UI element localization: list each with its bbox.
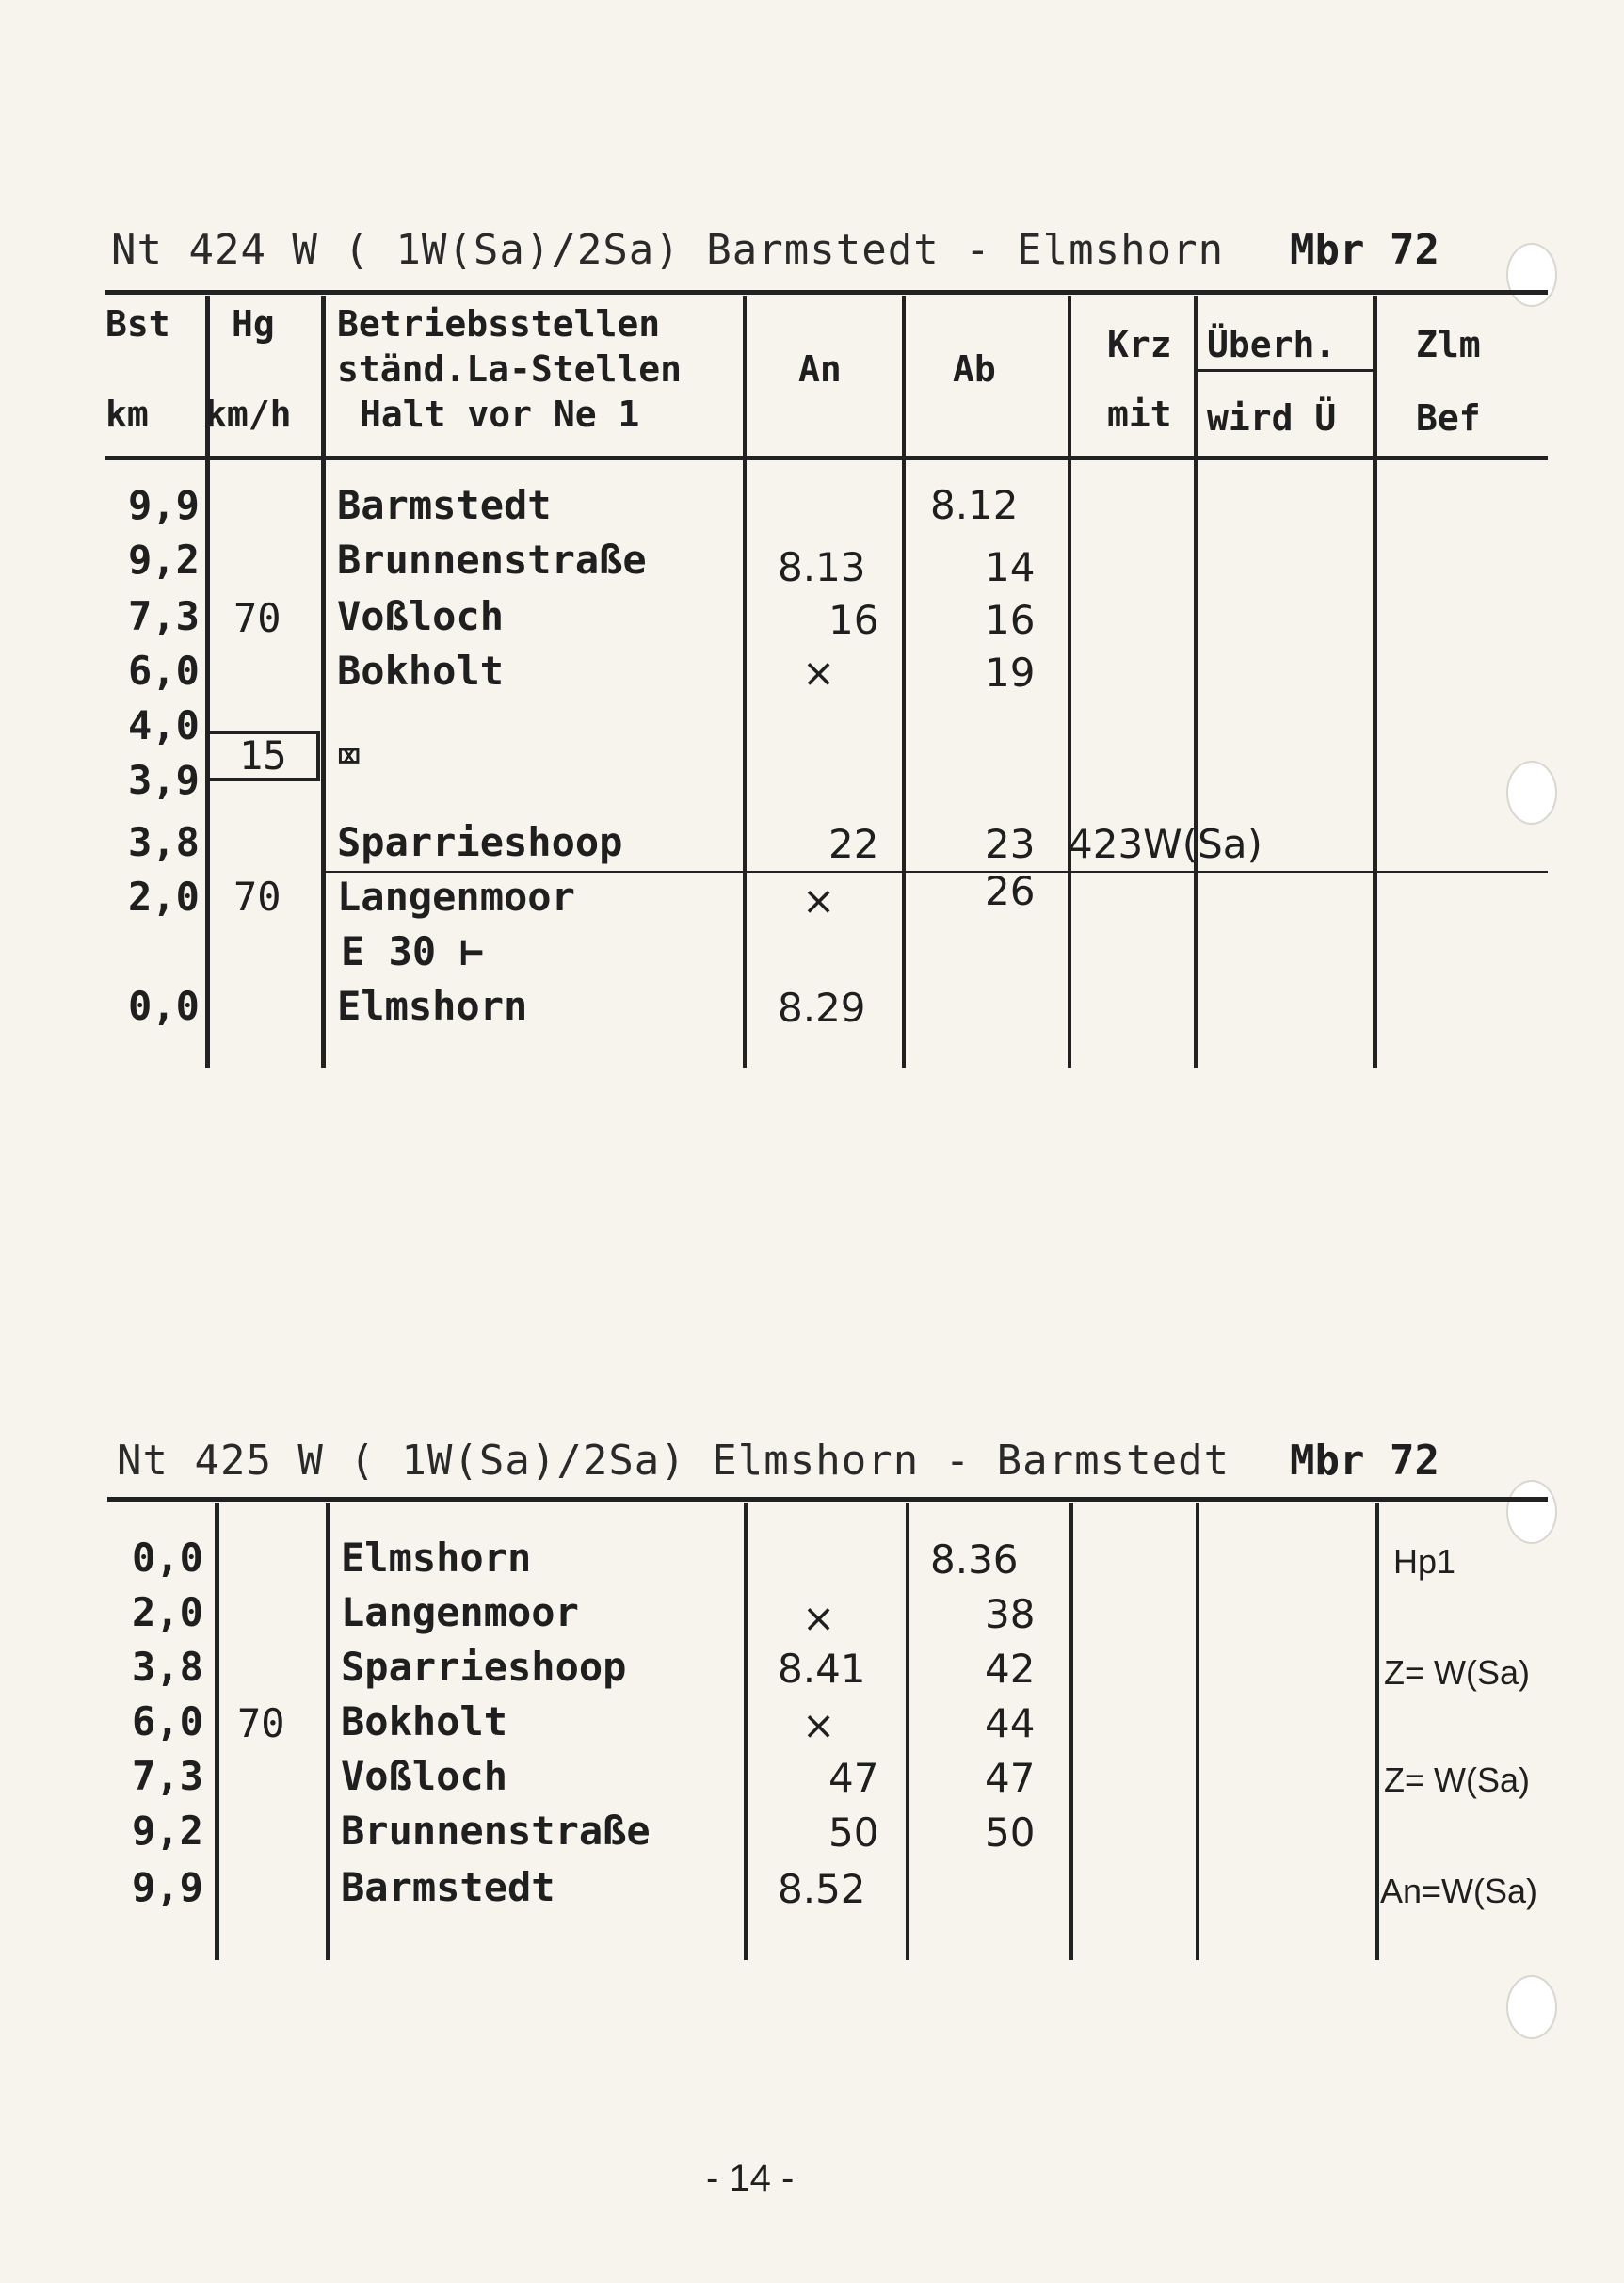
train1-station: ⌧: [337, 732, 362, 779]
train1-title: Nt 424 W ( 1W(Sa)/2Sa) Barmstedt - Elmshorn: [111, 226, 1225, 274]
train2-an: 8.52: [778, 1866, 866, 1912]
train2-an: 47: [828, 1755, 879, 1801]
train2-col-line-7: [1375, 1503, 1379, 1960]
train1-col-line-2: [321, 296, 326, 1068]
hdr-kmh: km/h: [205, 394, 292, 435]
train1-station: Barmstedt: [337, 482, 552, 528]
train2-ab: 44: [985, 1700, 1036, 1746]
train1-km: 3,9: [128, 757, 200, 803]
train1-km: 3,8: [128, 819, 200, 865]
train2-an: ×: [802, 1702, 836, 1748]
train2-ab: 42: [985, 1646, 1036, 1692]
train1-km: 0,0: [128, 983, 200, 1029]
train2-col-line-6: [1196, 1503, 1199, 1960]
train2-an: 8.41: [778, 1646, 866, 1692]
train2-station: Voßloch: [341, 1753, 508, 1799]
train2-zlm: An=W(Sa): [1380, 1872, 1538, 1910]
train1-an: ×: [802, 877, 836, 924]
train2-station: Barmstedt: [341, 1864, 555, 1910]
hdr-wird: wird Ü: [1207, 397, 1337, 439]
train2-col-line-3: [744, 1503, 748, 1960]
train1-ab: 8.12: [930, 482, 1019, 528]
train2-km: 6,0: [132, 1698, 203, 1744]
train1-ab: 19: [985, 650, 1036, 696]
train2-col-line-4: [906, 1503, 909, 1960]
train2-station: Sparrieshoop: [341, 1644, 627, 1690]
hdr-hg: Hg: [232, 303, 275, 345]
train2-ab: 47: [985, 1755, 1036, 1801]
hdr-km: km: [105, 394, 149, 435]
train1-hg: 70: [233, 874, 281, 920]
train1-km: 4,0: [128, 702, 200, 748]
punch-hole-3: [1506, 1480, 1557, 1544]
train1-km: 9,9: [128, 482, 200, 528]
train2-col-line-5: [1069, 1503, 1073, 1960]
train2-col-line-1: [215, 1503, 219, 1960]
train1-station: Voßloch: [337, 593, 505, 639]
punch-hole-2: [1506, 761, 1557, 825]
train1-km: 2,0: [128, 874, 200, 920]
train2-station: Langenmoor: [341, 1589, 579, 1635]
train2-station: Brunnenstraße: [341, 1808, 651, 1854]
train2-ab: 8.36: [930, 1536, 1019, 1583]
train1-ab: 26: [985, 868, 1036, 914]
train1-station: Elmshorn: [337, 983, 528, 1029]
train1-station: E 30 ⊢: [341, 928, 484, 974]
train2-km: 9,2: [132, 1808, 203, 1854]
hdr-zlm: Zlm: [1416, 324, 1481, 365]
train2-mbr: Mbr 72: [1290, 1437, 1439, 1485]
train2-station: Elmshorn: [341, 1535, 532, 1581]
train2-zlm: Z= W(Sa): [1384, 1760, 1531, 1799]
hdr-betrieb-3: Halt vor Ne 1: [360, 394, 640, 435]
train1-an: 8.29: [778, 985, 866, 1031]
train1-col-line-4: [902, 296, 906, 1068]
train1-ab: 23: [985, 821, 1036, 867]
hdr-mit: mit: [1107, 394, 1172, 435]
train2-ab: 38: [985, 1591, 1036, 1637]
train1-krz: 423W(Sa): [1068, 821, 1262, 867]
train1-an: 22: [828, 821, 879, 867]
page-number: - 14 -: [706, 2158, 795, 2199]
train1-hg: 70: [233, 595, 281, 641]
train1-col-line-3: [743, 296, 747, 1068]
train1-ab: 16: [985, 597, 1036, 643]
hdr-bef: Bef: [1416, 397, 1481, 439]
hdr-betrieb-2: ständ.La-Stellen: [337, 348, 683, 390]
hdr-bst: Bst: [105, 303, 170, 345]
train2-km: 2,0: [132, 1589, 203, 1635]
train1-col-line-5: [1068, 296, 1071, 1068]
train1-sparr-rule: [324, 871, 1548, 873]
train2-col-line-2: [326, 1503, 330, 1960]
train1-an: 16: [828, 597, 879, 643]
train1-mbr: Mbr 72: [1290, 226, 1439, 274]
train1-hg: 15: [239, 732, 287, 779]
hdr-betrieb-1: Betriebsstellen: [337, 303, 661, 345]
train1-station: Bokholt: [337, 648, 505, 694]
train1-col-line-6: [1194, 296, 1198, 1068]
train2-hg: 70: [237, 1700, 285, 1746]
train2-zlm: Hp1: [1393, 1542, 1456, 1581]
train1-km: 6,0: [128, 648, 200, 694]
train1-uberh-rule: [1198, 369, 1373, 372]
train2-km: 0,0: [132, 1535, 203, 1581]
train1-an: ×: [802, 650, 836, 696]
hdr-ab: Ab: [953, 348, 996, 390]
train2-title: Nt 425 W ( 1W(Sa)/2Sa) Elmshorn - Barmstedt: [117, 1437, 1230, 1485]
train1-km: 7,3: [128, 593, 200, 639]
train2-km: 7,3: [132, 1753, 203, 1799]
train2-km: 3,8: [132, 1644, 203, 1690]
train1-station: Langenmoor: [337, 874, 575, 920]
train2-an: ×: [802, 1595, 836, 1641]
train2-station: Bokholt: [341, 1698, 508, 1744]
train2-an: 50: [828, 1809, 879, 1856]
train1-an: 8.13: [778, 544, 866, 590]
punch-hole-4: [1506, 1975, 1557, 2039]
train2-ab: 50: [985, 1809, 1036, 1856]
train1-station: Sparrieshoop: [337, 819, 623, 865]
hdr-krz: Krz: [1107, 324, 1172, 365]
train2-km: 9,9: [132, 1864, 203, 1910]
train1-col-line-7: [1373, 296, 1377, 1068]
train2-top-rule: [107, 1497, 1548, 1502]
train1-ab: 14: [985, 544, 1036, 590]
train2-zlm: Z= W(Sa): [1384, 1653, 1531, 1692]
train1-station: Brunnenstraße: [337, 537, 647, 583]
hdr-an: An: [798, 348, 842, 390]
hdr-uberh: Überh.: [1207, 324, 1337, 365]
punch-hole-1: [1506, 243, 1557, 307]
train1-km: 9,2: [128, 537, 200, 583]
train1-top-rule: [105, 290, 1548, 295]
